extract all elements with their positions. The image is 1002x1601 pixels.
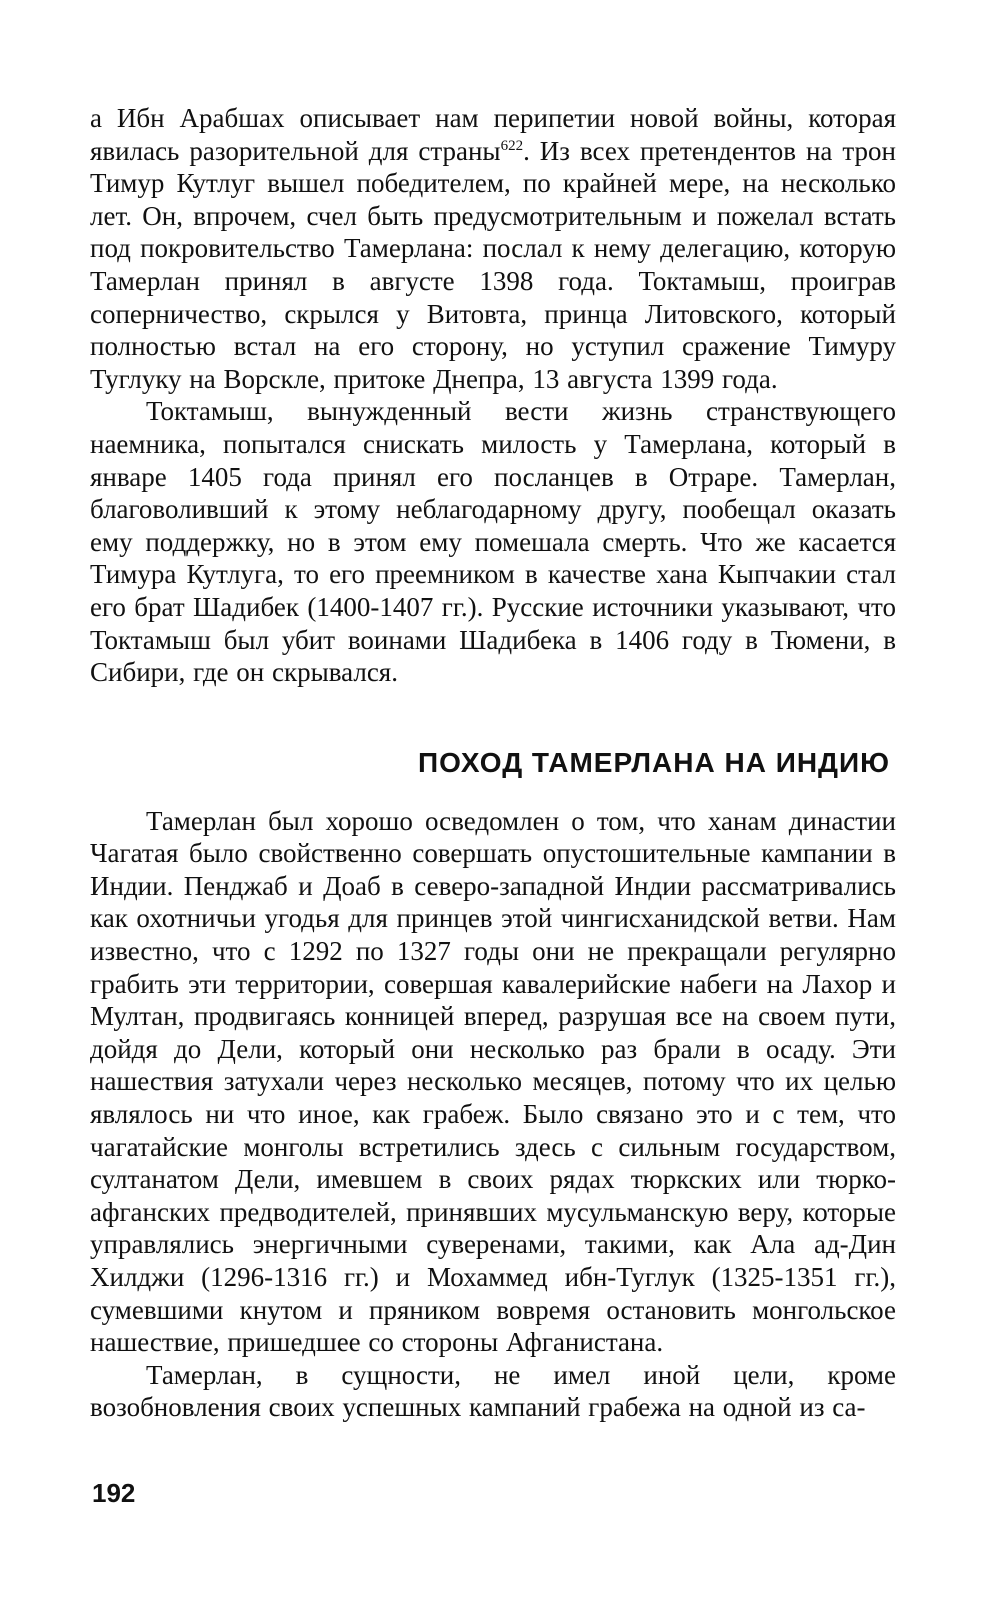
page-number: 192 xyxy=(92,1478,136,1508)
paragraph-1 xyxy=(90,102,896,395)
footnote-marker: 622 xyxy=(500,137,524,154)
paragraph-1-text: а Ибн Арабшах описывает нам перипетии новой войны, которая явилась разорительной для страны xyxy=(90,103,896,166)
page-body xyxy=(90,102,896,1424)
section-heading: ПОХОД ТАМЕРЛАНА НА ИНДИЮ xyxy=(418,746,890,778)
paragraph-3: Тамерлан был хорошо осведомлен о том, что ханам династии Чагатая было свойственно совершать опустошительные кампании в Индии. Пенджаб и Доаб в северо-западной Индии рассматривались как охотничьи угодья для принцев этой чингисханидской ветви. Нам известно, что с 1292 по 1327 годы они не прекращали регулярно грабить эти территории, совершая кавалерийские набеги на Лахор и Мултан, продвигаясь конницей вперед, разрушая все на своем пути, дойдя до Дели, который они несколько раз брали в осаду. Эти нашествия затухали через несколько месяцев, потому что их целью являлось ни что иное, как грабеж. Было связано это и с тем, что чагатайские монголы встретились здесь с сильным государством, султанатом Дели, имевшем в своих рядах тюркских или тюрко-афганских предводителей, принявших мусульманскую веру, которые управлялись энергичными суверенами, такими, как Ала ад-Дин Хилджи (1296-1316 гг.) и Мохаммед ибн-Туглук (1325-1351 гг.), сумевшими кнутом и пряником вовремя остановить монгольское нашествие, пришедшее со стороны Афганистана. xyxy=(90,805,896,1358)
paragraph-2: Токтамыш, вынужденный вести жизнь странствующего наемника, попытался снискать милость у Тамерлана, который в январе 1405 года принял его посланцев в Отраре. Тамерлан, благоволивший к этому неблагодарному другу, пообещал оказать ему поддержку, но в этом ему помешала смерть. Что же касается Тимура Кутлуга, то его преемником в качестве хана Кыпчакии стал его брат Шадибек (1400-1407 гг.). Русские источники указывают, что Токтамыш был убит воинами Шадибека в 1406 году в Тюмени, в Сибири, где он скрывался. xyxy=(90,396,896,688)
paragraph-4: Тамерлан, в сущности, не имел иной цели, кроме возобновления своих успешных кампаний грабежа на одной из са- xyxy=(90,1359,896,1423)
paragraph-1-text-continued: . Из всех претендентов на трон Тимур Кутлуг вышел победителем, по крайней мере, на несколько лет. Он, впрочем, счел быть предусмотрительным и пожелал встать под покровительство Тамерлана: послал к нему делегацию, которую Тамерлан принял в августе 1398 года. Токтамыш, проиграв соперничество, скрылся у Витовта, принца Литовского, который полностью встал на его сторону, но уступил сражение Тимуру Туглуку на Ворскле, притоке Днепра, 13 августа 1399 года. xyxy=(90,135,896,394)
